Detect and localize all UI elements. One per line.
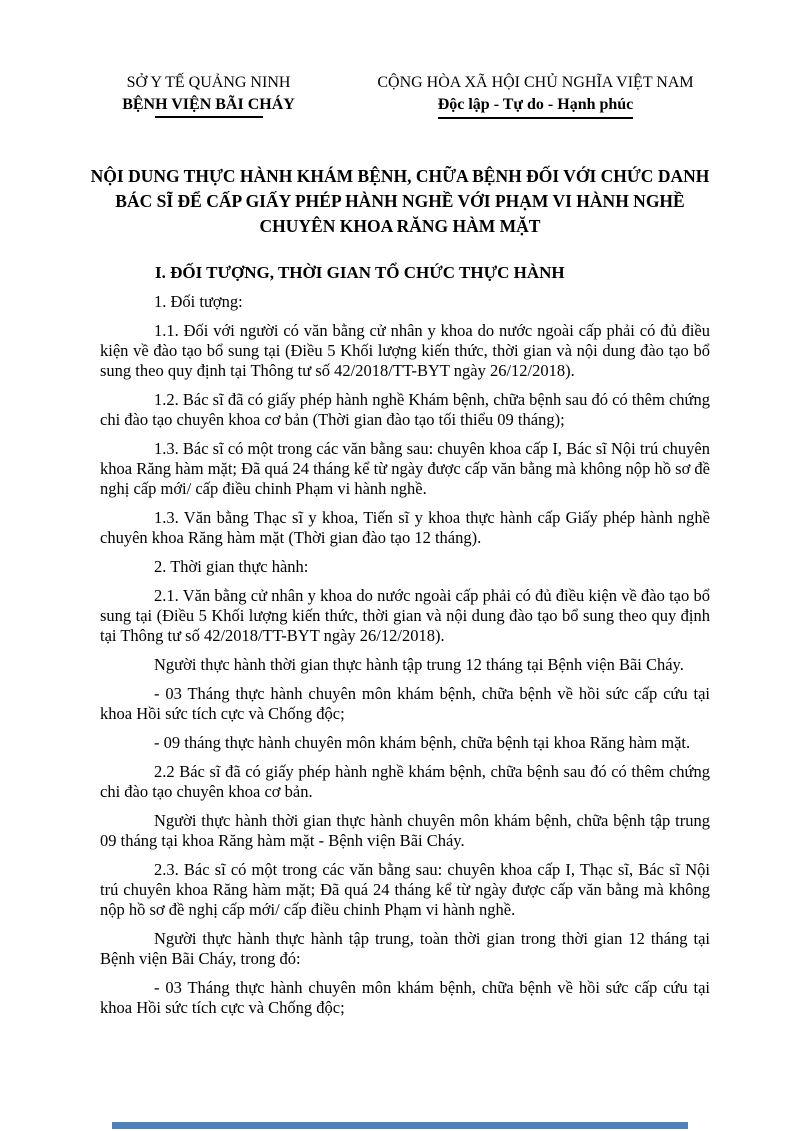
paragraph: Người thực hành thời gian thực hành chuyên môn khám bệnh, chữa bệnh tập trung 09 tháng tại khoa Răng hàm mặt - Bệnh viện Bãi Cháy. — [100, 811, 710, 850]
motto-wrap — [353, 94, 718, 119]
org-parent-name: SỞ Y TẾ QUẢNG NINH — [126, 74, 291, 91]
org-name: BỆNH VIỆN BÃI CHÁY — [122, 96, 295, 113]
paragraph: - 03 Tháng thực hành chuyên môn khám bệnh, chữa bệnh về hồi sức cấp cứu tại khoa Hồi sức tích cực và Chống độc; — [100, 684, 710, 723]
paragraph: 2.2 Bác sĩ đã có giấy phép hành nghề khám bệnh, chữa bệnh sau đó có thêm chứng chi đào tạo chuyên khoa cơ bản. — [100, 762, 710, 801]
paragraph: 1.2. Bác sĩ đã có giấy phép hành nghề Khám bệnh, chữa bệnh sau đó có thêm chứng chi đào tạo chuyên khoa cơ bản (Thời gian đào tạo tối thiểu 09 tháng); — [100, 390, 710, 429]
org-name-underline — [155, 116, 263, 118]
paragraph: 2.1. Văn bằng cử nhân y khoa do nước ngoài cấp phải có đủ điều kiện về đào tạo bổ sung tại (Điều 5 Khối lượng kiến thức, thời gian và nội dung đào tạo bổ sung theo quy định tại Thông tư số 42/2018/TT-BYT ngày 26/12/2018). — [100, 586, 710, 645]
paragraph: 1. Đối tượng: — [154, 292, 243, 311]
issuing-org-block — [96, 72, 321, 119]
paragraph: 2.3. Bác sĩ có một trong các văn bằng sau: chuyên khoa cấp I, Thạc sĩ, Bác sĩ Nội trú chuyên khoa Răng hàm mặt; Đã quá 24 tháng kể từ ngày được cấp văn bằng mà không nộp hồ sơ đề nghị cấp mới/ cấp điều chinh Phạm vi hành nghề. — [100, 860, 710, 919]
paragraph: - 09 tháng thực hành chuyên môn khám bệnh, chữa bệnh tại khoa Răng hàm mặt. — [154, 733, 691, 752]
paragraph: - 03 Tháng thực hành chuyên môn khám bệnh, chữa bệnh về hồi sức cấp cứu tại khoa Hồi sức tích cực và Chống độc; — [100, 978, 710, 1017]
paragraph: 1.1. Đối với người có văn bằng cử nhân y khoa do nước ngoài cấp phải có đủ điều kiện về đào tạo bổ sung tại (Điều 5 Khối lượng kiến thức, thời gian và nội dung đào tạo bổ sung theo quy định tại Thông tư số 42/2018/TT-BYT ngày 26/12/2018). — [100, 321, 710, 380]
document-title: NỘI DUNG THỰC HÀNH KHÁM BỆNH, CHỮA BỆNH ĐỐI VỚI CHỨC DANH BÁC SĨ ĐỂ CẤP GIẤY PHÉP HÀNH NGHỀ VỚI PHẠM VI HÀNH NGHỀ CHUYÊN KHOA RĂNG HÀM MẶT — [90, 166, 710, 236]
section-1-heading: I. ĐỐI TƯỢNG, THỜI GIAN TỔ CHỨC THỰC HÀNH — [155, 263, 565, 282]
document-body — [100, 292, 710, 1018]
national-motto: Độc lập - Tự do - Hạnh phúc — [438, 94, 634, 119]
paragraph: 2. Thời gian thực hành: — [154, 557, 309, 576]
paragraph: Người thực hành thời gian thực hành tập trung 12 tháng tại Bệnh viện Bãi Cháy. — [154, 655, 684, 674]
paragraph: Người thực hành thực hành tập trung, toàn thời gian trong thời gian 12 tháng tại Bệnh viện Bãi Cháy, trong đó: — [100, 929, 710, 968]
paragraph: 1.3. Văn bằng Thạc sĩ y khoa, Tiến sĩ y khoa thực hành cấp Giấy phép hành nghề chuyên khoa Răng hàm mặt (Thời gian đào tạo 12 tháng). — [100, 508, 710, 547]
national-title: CỘNG HÒA XÃ HỘI CHỦ NGHĨA VIỆT NAM — [377, 74, 694, 91]
national-header-block — [353, 72, 718, 119]
bottom-accent-bar — [112, 1122, 688, 1129]
paragraph: 1.3. Bác sĩ có một trong các văn bằng sau: chuyên khoa cấp I, Bác sĩ Nội trú chuyên khoa Răng hàm mặt; Đã quá 24 tháng kể từ ngày được cấp văn bằng mà không nộp hồ sơ đề nghị cấp mới/ cấp điều chinh Phạm vi hành nghề. — [100, 439, 710, 498]
document-header — [0, 0, 800, 119]
